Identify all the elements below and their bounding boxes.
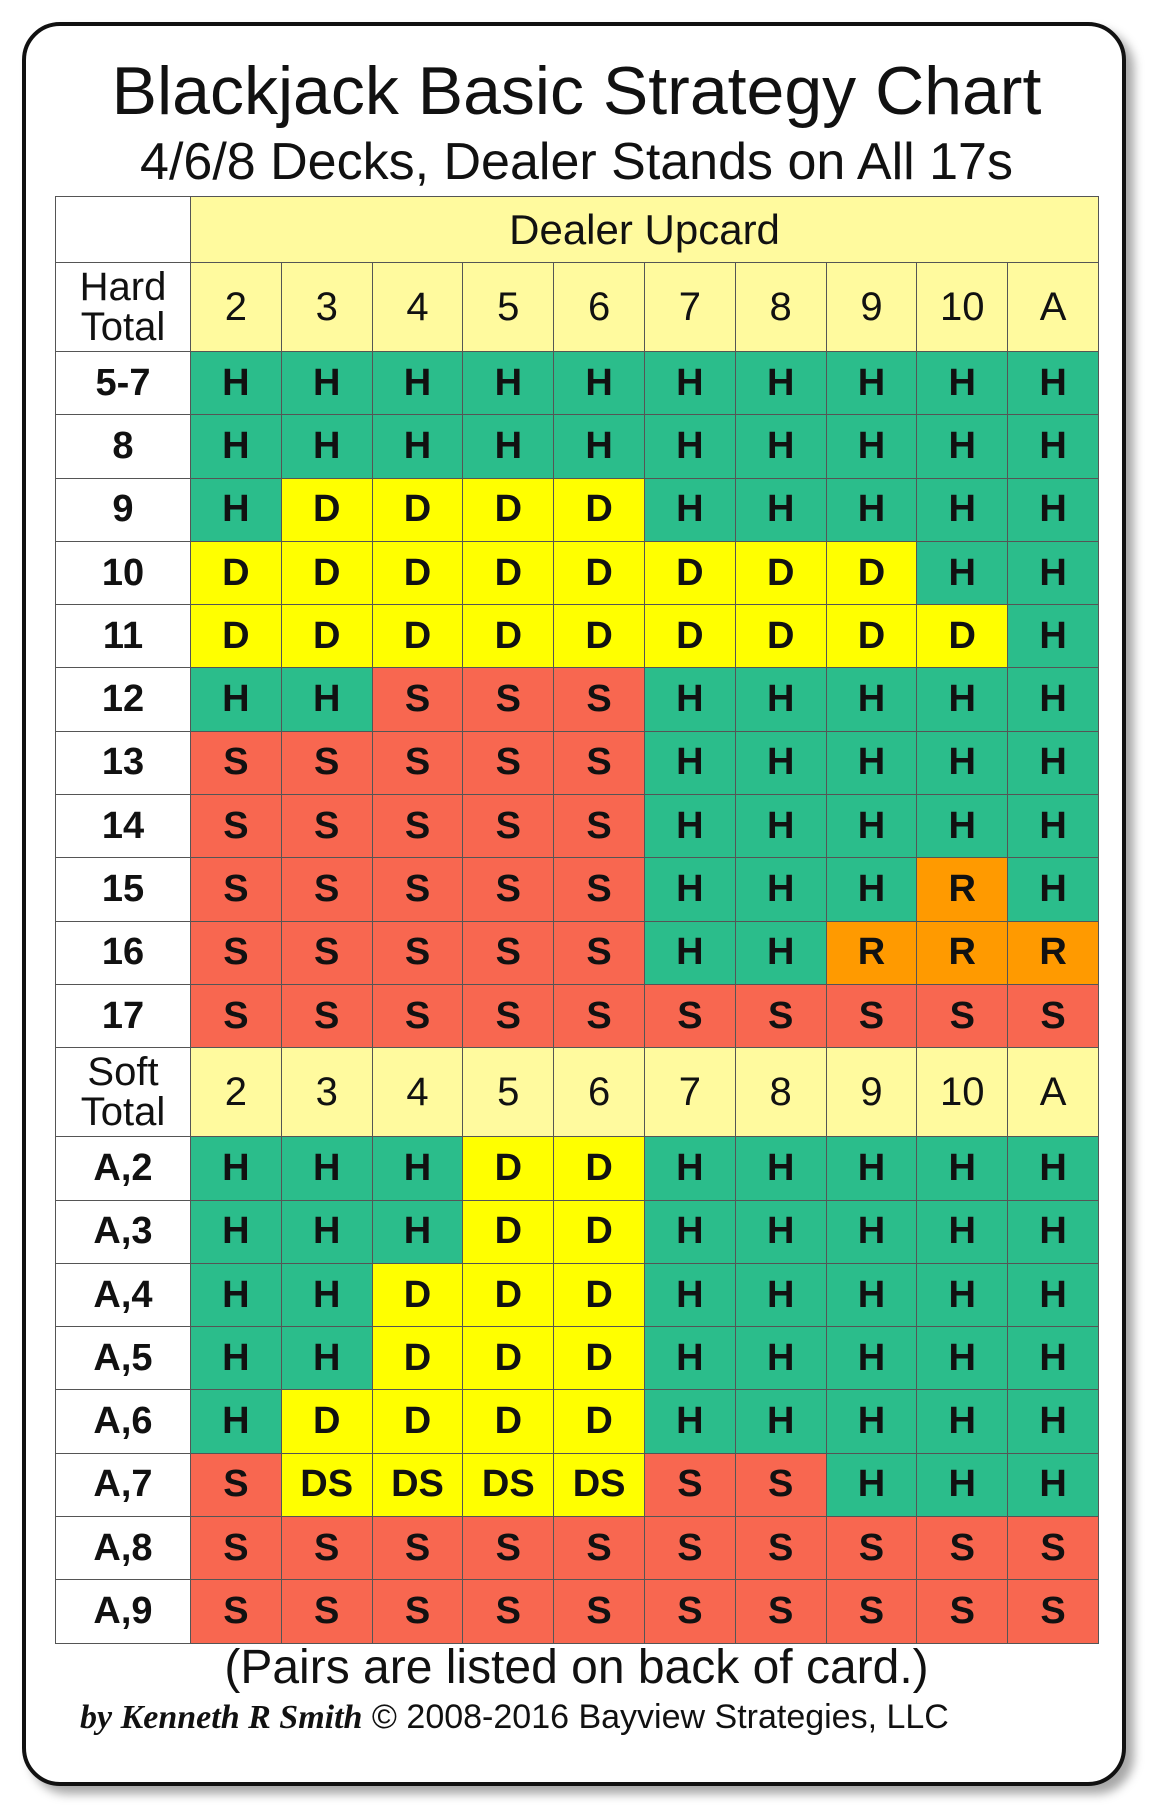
action-cell: H: [554, 415, 645, 478]
action-cell: S: [191, 858, 282, 921]
action-cell: S: [554, 1517, 645, 1580]
action-cell: S: [1008, 1580, 1099, 1643]
action-cell: S: [191, 795, 282, 858]
action-cell: S: [191, 1580, 282, 1643]
action-cell: S: [372, 1580, 463, 1643]
action-cell: H: [735, 1390, 826, 1453]
action-cell: H: [644, 478, 735, 541]
table-row: [56, 1390, 1099, 1453]
hard-row-label: 14: [56, 795, 191, 858]
action-cell: S: [735, 1453, 826, 1516]
action-cell: D: [554, 1327, 645, 1390]
action-cell: H: [644, 415, 735, 478]
hard-row-label: 11: [56, 605, 191, 668]
action-cell: S: [463, 858, 554, 921]
table-row: [56, 1327, 1099, 1390]
action-cell: D: [463, 541, 554, 604]
action-cell: H: [554, 352, 645, 415]
chart-title: Blackjack Basic Strategy Chart: [111, 53, 1042, 129]
action-cell: H: [917, 1453, 1008, 1516]
action-cell: H: [281, 1137, 372, 1200]
hard-upcard-3: 3: [281, 263, 372, 352]
soft-upcard-5: 5: [463, 1048, 554, 1137]
table-row: [56, 352, 1099, 415]
action-cell: H: [826, 1327, 917, 1390]
action-cell: S: [191, 731, 282, 794]
action-cell: D: [554, 1137, 645, 1200]
soft-upcard-2: 2: [191, 1048, 282, 1137]
action-cell: H: [1008, 1263, 1099, 1326]
action-cell: H: [826, 731, 917, 794]
action-cell: D: [735, 541, 826, 604]
action-cell: D: [191, 605, 282, 668]
action-cell: D: [554, 605, 645, 668]
action-cell: H: [191, 352, 282, 415]
action-cell: D: [372, 1263, 463, 1326]
action-cell: H: [735, 1137, 826, 1200]
table-row: [56, 541, 1099, 604]
action-cell: H: [644, 921, 735, 984]
action-cell: S: [463, 921, 554, 984]
action-cell: H: [281, 1200, 372, 1263]
action-cell: R: [917, 858, 1008, 921]
action-cell: S: [917, 1517, 1008, 1580]
action-cell: H: [1008, 1390, 1099, 1453]
table-row: [56, 478, 1099, 541]
action-cell: D: [281, 1390, 372, 1453]
action-cell: S: [735, 1580, 826, 1643]
action-cell: D: [463, 605, 554, 668]
action-cell: H: [917, 478, 1008, 541]
credits: [80, 1698, 949, 1737]
pairs-note: (Pairs are listed on back of card.): [224, 1641, 929, 1694]
action-cell: D: [554, 1200, 645, 1263]
soft-label-line2: Total: [80, 1090, 166, 1135]
action-cell: D: [281, 541, 372, 604]
action-cell: S: [372, 795, 463, 858]
hard-upcard-6: 6: [554, 263, 645, 352]
action-cell: D: [191, 541, 282, 604]
table-row: [56, 1263, 1099, 1326]
action-cell: D: [554, 541, 645, 604]
action-cell: H: [463, 415, 554, 478]
action-cell: S: [281, 795, 372, 858]
action-cell: D: [372, 1327, 463, 1390]
action-cell: S: [191, 984, 282, 1047]
action-cell: S: [372, 1517, 463, 1580]
action-cell: D: [554, 1263, 645, 1326]
soft-upcard-8: 8: [735, 1048, 826, 1137]
hard-row-label: 8: [56, 415, 191, 478]
action-cell: H: [826, 1137, 917, 1200]
action-cell: D: [372, 1390, 463, 1453]
action-cell: H: [644, 1327, 735, 1390]
soft-row-label: A,5: [56, 1327, 191, 1390]
action-cell: H: [644, 795, 735, 858]
soft-upcard-9: 9: [826, 1048, 917, 1137]
action-cell: S: [191, 921, 282, 984]
hard-upcard-9: 9: [826, 263, 917, 352]
action-cell: H: [644, 1137, 735, 1200]
action-cell: DS: [463, 1453, 554, 1516]
action-cell: S: [281, 921, 372, 984]
action-cell: DS: [372, 1453, 463, 1516]
hard-upcard-4: 4: [372, 263, 463, 352]
soft-row-label: A,3: [56, 1200, 191, 1263]
action-cell: H: [1008, 1453, 1099, 1516]
table-row: [56, 415, 1099, 478]
action-cell: H: [1008, 352, 1099, 415]
action-cell: S: [463, 1580, 554, 1643]
soft-upcard-4: 4: [372, 1048, 463, 1137]
action-cell: S: [372, 731, 463, 794]
hard-upcard-10: 10: [917, 263, 1008, 352]
action-cell: H: [917, 352, 1008, 415]
action-cell: H: [917, 1263, 1008, 1326]
action-cell: H: [1008, 668, 1099, 731]
action-cell: H: [735, 921, 826, 984]
action-cell: H: [1008, 478, 1099, 541]
chart-subtitle: 4/6/8 Decks, Dealer Stands on All 17s: [140, 133, 1013, 191]
action-cell: H: [191, 1200, 282, 1263]
action-cell: S: [372, 921, 463, 984]
soft-row-label: A,4: [56, 1263, 191, 1326]
action-cell: H: [372, 415, 463, 478]
action-cell: H: [735, 415, 826, 478]
action-cell: D: [554, 1390, 645, 1453]
hard-upcard-A: A: [1008, 263, 1099, 352]
action-cell: H: [191, 1390, 282, 1453]
action-cell: S: [281, 1580, 372, 1643]
action-cell: H: [735, 1327, 826, 1390]
action-cell: H: [191, 1327, 282, 1390]
action-cell: H: [735, 731, 826, 794]
action-cell: DS: [281, 1453, 372, 1516]
table-row: [56, 921, 1099, 984]
hard-upcard-2: 2: [191, 263, 282, 352]
action-cell: H: [281, 352, 372, 415]
action-cell: H: [917, 1327, 1008, 1390]
action-cell: S: [1008, 1517, 1099, 1580]
action-cell: D: [826, 605, 917, 668]
action-cell: H: [1008, 1137, 1099, 1200]
action-cell: H: [372, 1200, 463, 1263]
action-cell: S: [554, 984, 645, 1047]
action-cell: S: [463, 1517, 554, 1580]
action-cell: H: [917, 1390, 1008, 1453]
soft-upcard-A: A: [1008, 1048, 1099, 1137]
action-cell: D: [372, 478, 463, 541]
action-cell: H: [644, 1200, 735, 1263]
action-cell: H: [826, 1390, 917, 1453]
soft-row-label: A,2: [56, 1137, 191, 1200]
table-row: [56, 731, 1099, 794]
action-cell: H: [191, 415, 282, 478]
table-row: [56, 1517, 1099, 1580]
action-cell: S: [554, 921, 645, 984]
action-cell: H: [191, 1263, 282, 1326]
action-cell: H: [372, 352, 463, 415]
action-cell: S: [372, 984, 463, 1047]
action-cell: D: [917, 605, 1008, 668]
hard-row-label: 9: [56, 478, 191, 541]
action-cell: H: [826, 795, 917, 858]
action-cell: H: [191, 668, 282, 731]
hard-row-label: 12: [56, 668, 191, 731]
action-cell: H: [735, 858, 826, 921]
action-cell: H: [644, 1390, 735, 1453]
action-cell: D: [463, 478, 554, 541]
action-cell: S: [826, 1517, 917, 1580]
action-cell: H: [735, 478, 826, 541]
action-cell: H: [826, 352, 917, 415]
action-cell: H: [917, 795, 1008, 858]
action-cell: H: [281, 1327, 372, 1390]
action-cell: S: [917, 1580, 1008, 1643]
hard-upcard-5: 5: [463, 263, 554, 352]
action-cell: D: [281, 605, 372, 668]
action-cell: H: [1008, 795, 1099, 858]
table-row: [56, 1137, 1099, 1200]
action-cell: H: [1008, 605, 1099, 668]
action-cell: S: [554, 668, 645, 731]
action-cell: D: [463, 1390, 554, 1453]
action-cell: H: [1008, 1327, 1099, 1390]
action-cell: D: [463, 1263, 554, 1326]
action-cell: H: [735, 352, 826, 415]
action-cell: H: [281, 668, 372, 731]
action-cell: H: [1008, 541, 1099, 604]
hard-label-line1: Hard: [79, 265, 167, 309]
action-cell: D: [826, 541, 917, 604]
action-cell: H: [644, 731, 735, 794]
action-cell: S: [735, 1517, 826, 1580]
dealer-upcard-header: Dealer Upcard: [191, 197, 1099, 263]
action-cell: D: [735, 605, 826, 668]
action-cell: S: [281, 984, 372, 1047]
action-cell: H: [644, 352, 735, 415]
action-cell: S: [463, 984, 554, 1047]
action-cell: S: [281, 1517, 372, 1580]
action-cell: S: [644, 1580, 735, 1643]
action-cell: H: [644, 1263, 735, 1326]
action-cell: S: [917, 984, 1008, 1047]
action-cell: S: [1008, 984, 1099, 1047]
soft-label-line1: Soft: [87, 1050, 159, 1095]
action-cell: D: [281, 478, 372, 541]
action-cell: H: [917, 1137, 1008, 1200]
action-cell: H: [191, 478, 282, 541]
soft-total-label: [56, 1048, 191, 1137]
action-cell: S: [554, 795, 645, 858]
table-row: [56, 984, 1099, 1047]
action-cell: S: [554, 858, 645, 921]
strategy-table: [55, 196, 1099, 1644]
action-cell: H: [826, 858, 917, 921]
copyright-text: © 2008-2016 Bayview Strategies, LLC: [371, 1698, 949, 1736]
hard-total-label: [56, 263, 191, 352]
hard-row-label: 16: [56, 921, 191, 984]
action-cell: D: [372, 605, 463, 668]
action-cell: S: [281, 858, 372, 921]
hard-row-label: 15: [56, 858, 191, 921]
corner-cell: [56, 197, 191, 263]
soft-row-label: A,7: [56, 1453, 191, 1516]
action-cell: H: [826, 415, 917, 478]
table-row: [56, 1200, 1099, 1263]
action-cell: H: [463, 352, 554, 415]
action-cell: H: [826, 668, 917, 731]
action-cell: H: [281, 415, 372, 478]
action-cell: H: [826, 1263, 917, 1326]
action-cell: H: [191, 1137, 282, 1200]
hard-upcard-8: 8: [735, 263, 826, 352]
action-cell: D: [554, 478, 645, 541]
action-cell: H: [372, 1137, 463, 1200]
action-cell: H: [917, 541, 1008, 604]
author-credit: by Kenneth R Smith: [80, 1699, 363, 1736]
action-cell: S: [463, 795, 554, 858]
action-cell: DS: [554, 1453, 645, 1516]
action-cell: D: [463, 1327, 554, 1390]
table-row: [56, 1580, 1099, 1643]
action-cell: H: [644, 858, 735, 921]
action-cell: H: [1008, 858, 1099, 921]
action-cell: H: [281, 1263, 372, 1326]
table-row: [56, 795, 1099, 858]
action-cell: S: [463, 668, 554, 731]
table-row: [56, 605, 1099, 668]
action-cell: D: [644, 605, 735, 668]
action-cell: H: [826, 1200, 917, 1263]
action-cell: S: [463, 731, 554, 794]
hard-row-label: 10: [56, 541, 191, 604]
action-cell: S: [554, 731, 645, 794]
action-cell: S: [826, 1580, 917, 1643]
action-cell: H: [1008, 731, 1099, 794]
action-cell: S: [191, 1517, 282, 1580]
action-cell: H: [826, 478, 917, 541]
soft-row-label: A,9: [56, 1580, 191, 1643]
action-cell: H: [1008, 415, 1099, 478]
hard-row-label: 17: [56, 984, 191, 1047]
action-cell: S: [372, 858, 463, 921]
hard-row-label: 13: [56, 731, 191, 794]
hard-upcard-7: 7: [644, 263, 735, 352]
soft-row-label: A,6: [56, 1390, 191, 1453]
action-cell: R: [1008, 921, 1099, 984]
action-cell: H: [826, 1453, 917, 1516]
table-row: [56, 858, 1099, 921]
action-cell: D: [644, 541, 735, 604]
action-cell: R: [826, 921, 917, 984]
action-cell: H: [1008, 1200, 1099, 1263]
action-cell: R: [917, 921, 1008, 984]
table-row: [56, 1453, 1099, 1516]
action-cell: S: [644, 984, 735, 1047]
action-cell: S: [644, 1517, 735, 1580]
action-cell: S: [191, 1453, 282, 1516]
action-cell: S: [372, 668, 463, 731]
action-cell: S: [644, 1453, 735, 1516]
action-cell: D: [463, 1200, 554, 1263]
action-cell: D: [463, 1137, 554, 1200]
action-cell: S: [735, 984, 826, 1047]
action-cell: H: [735, 1263, 826, 1326]
hard-row-label: 5-7: [56, 352, 191, 415]
action-cell: H: [735, 668, 826, 731]
action-cell: H: [735, 795, 826, 858]
action-cell: H: [644, 668, 735, 731]
soft-upcard-10: 10: [917, 1048, 1008, 1137]
action-cell: H: [917, 415, 1008, 478]
action-cell: S: [554, 1580, 645, 1643]
action-cell: H: [917, 668, 1008, 731]
soft-upcard-3: 3: [281, 1048, 372, 1137]
soft-upcard-7: 7: [644, 1048, 735, 1137]
action-cell: S: [826, 984, 917, 1047]
action-cell: H: [735, 1200, 826, 1263]
hard-label-line2: Total: [80, 305, 166, 349]
soft-upcard-6: 6: [554, 1048, 645, 1137]
action-cell: S: [281, 731, 372, 794]
action-cell: H: [917, 731, 1008, 794]
action-cell: H: [917, 1200, 1008, 1263]
table-row: [56, 668, 1099, 731]
action-cell: D: [372, 541, 463, 604]
soft-row-label: A,8: [56, 1517, 191, 1580]
